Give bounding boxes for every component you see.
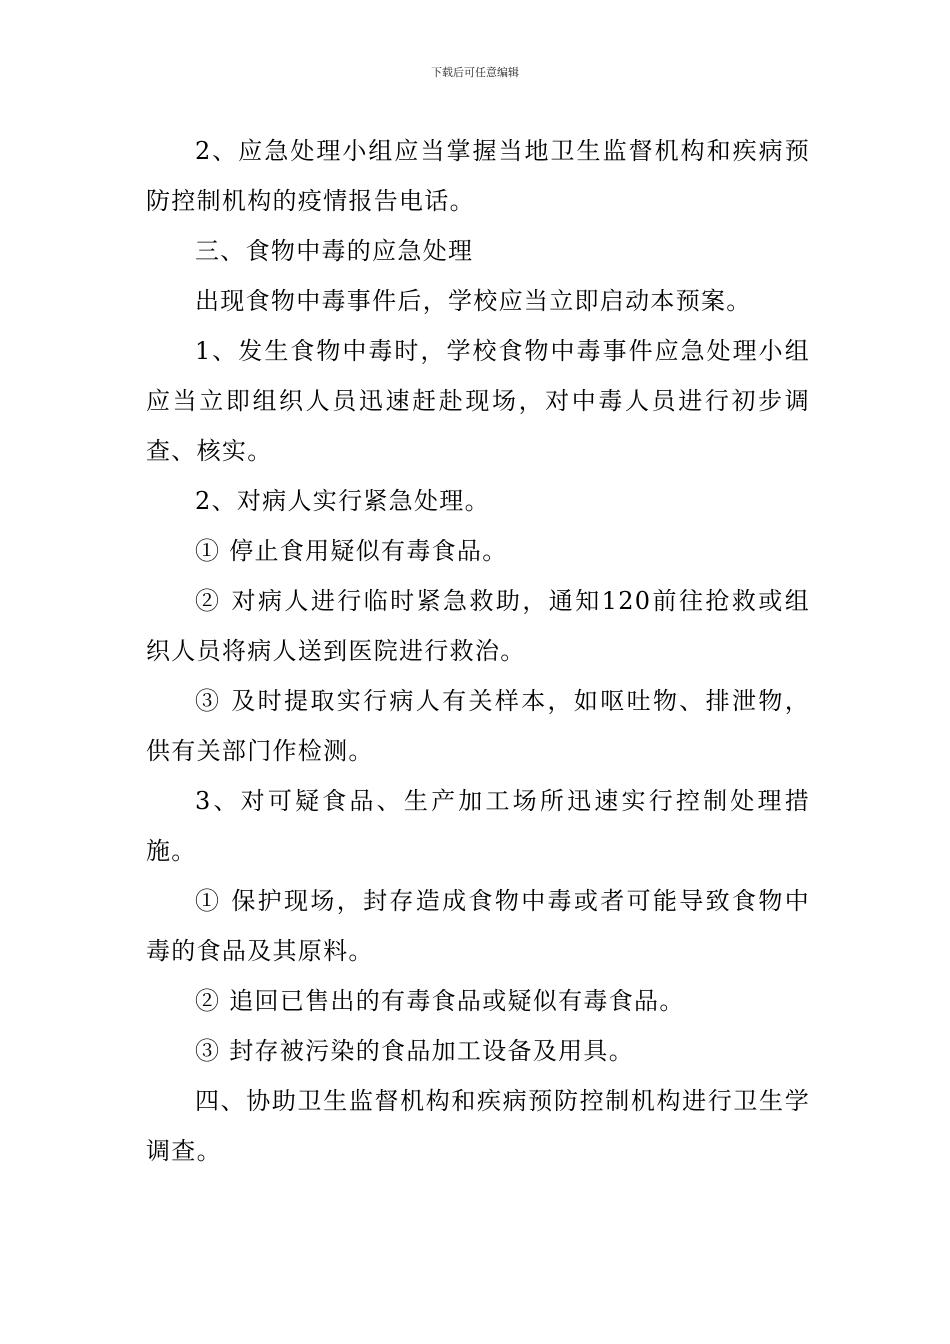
list-item: ① 保护现场，封存造成食物中毒或者可能导致食物中毒的食品及其原料。 — [146, 887, 810, 965]
paragraph: 2、对病人实行紧急处理。 — [195, 487, 490, 515]
list-item: ③ 及时提取实行病人有关样本，如呕吐物、排泄物，供有关部门作检测。 — [146, 687, 810, 765]
list-item: ① 停止食用疑似有毒食品。 — [195, 537, 508, 565]
paragraph: 出现食物中毒事件后，学校应当立即启动本预案。 — [195, 287, 752, 315]
page-header: 下载后可任意编辑 — [431, 66, 519, 79]
list-item: ② 追回已售出的有毒食品或疑似有毒食品。 — [195, 987, 685, 1015]
document-body — [146, 126, 810, 1176]
paragraph: 2、应急处理小组应当掌握当地卫生监督机构和疾病预防控制机构的疫情报告电话。 — [146, 137, 810, 215]
paragraph: 1、发生食物中毒时，学校食物中毒事件应急处理小组应当立即组织人员迅速赶赴现场，对中毒人员进行初步调查、核实。 — [146, 337, 810, 465]
paragraph: 3、对可疑食品、生产加工场所迅速实行控制处理措施。 — [146, 787, 810, 865]
section-heading: 四、协助卫生监督机构和疾病预防控制机构进行卫生学调查。 — [146, 1087, 810, 1165]
list-item: ② 对病人进行临时紧急救助，通知120前往抢救或组织人员将病人送到医院进行救治。 — [146, 587, 810, 665]
list-item: ③ 封存被污染的食品加工设备及用具。 — [195, 1037, 635, 1065]
section-heading: 三、食物中毒的应急处理 — [195, 237, 474, 265]
